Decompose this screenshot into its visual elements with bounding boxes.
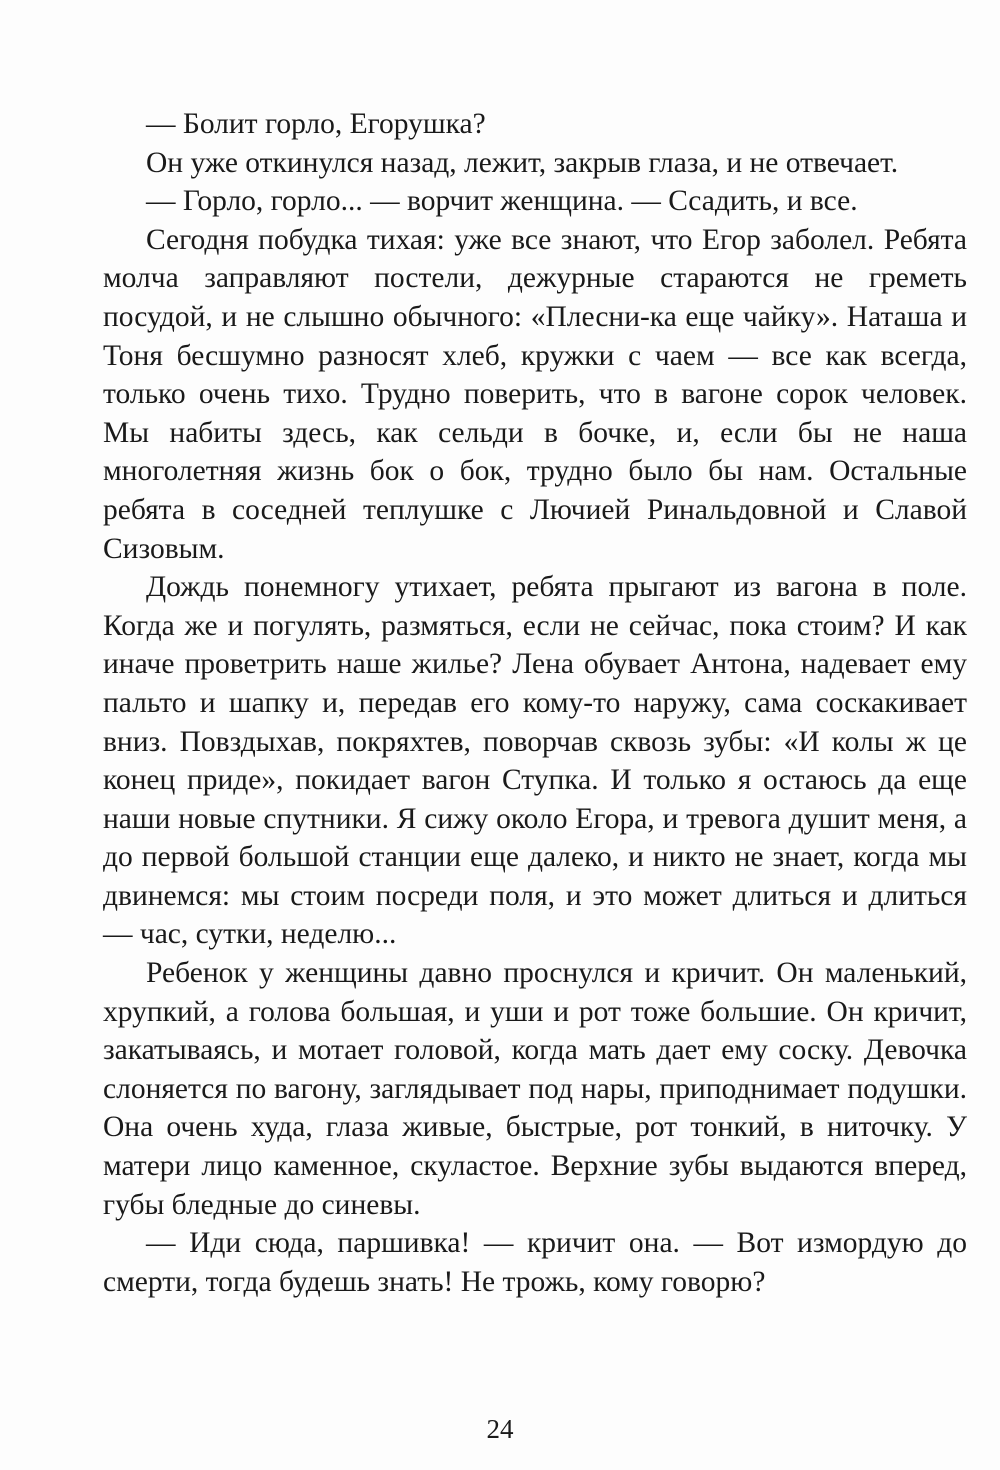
paragraph-2: Он уже откинулся назад, лежит, закрыв глаза, и не отвечает. bbox=[146, 146, 899, 179]
body-text bbox=[103, 105, 967, 1301]
paragraph-6: Ребенок у женщины давно проснулся и кричит. Он маленький, хрупкий, а голова большая, и уши и рот тоже большие. Он кричит, закатываясь, и мотает головой, когда мать дает ему соску. Девочка слоняется по вагону, заглядывает под нары, приподнимает подушки. Она очень худа, глаза живые, быстрые, рот тонкий, в ниточку. У матери лицо каменное, скуластое. Верхние зубы выдаются вперед, губы бледные до синевы. bbox=[103, 957, 967, 1221]
paragraph-7: — Иди сюда, паршивка! — кричит она. — Вот измордую до смерти, тогда будешь знать! Не трожь, кому говорю? bbox=[103, 1227, 967, 1298]
paragraph-1: — Болит горло, Егорушка? bbox=[146, 108, 486, 140]
paragraph-3: — Горло, горло... — ворчит женщина. — Ссадить, и все. bbox=[146, 185, 858, 218]
paragraph-4: Сегодня побудка тихая: уже все знают, что Егор заболел. Ребята молча заправляют постели, дежурные стараются не греметь посудой, и не слышно обычного: «Плесни-ка еще чайку». Наташа и Тоня бесшумно разносят хлеб, кружки с чаем — все как всегда, только очень тихо. Трудно поверить, что в вагоне сорок человек. Мы набиты здесь, как сельди в бочке, и, если бы не наша многолетняя жизнь бок о бок, трудно было бы нам. Остальные ребята в соседней теплушке с Лючией Ринальдовной и Славой Сизовым. bbox=[103, 223, 967, 565]
paragraph-5: Дождь понемногу утихает, ребята прыгают из вагона в поле. Когда же и погулять, размяться, если не сейчас, пока стоим? И как иначе проветрить наше жилье? Лена обувает Антона, надевает ему пальто и шапку и, передав его кому-то наружу, сама соскакивает вниз. Повздыхав, покряхтев, поворчав сквозь зубы: «И колы ж це конец приде», покидает вагон Ступка. И только я остаюсь да еще наши новые спутники. Я сижу около Егора, и тревога душит меня, а до первой большой станции еще далеко, и никто не знает, когда мы двинемся: мы стоим посреди поля, и это может длиться и длиться — час, сутки, неделю... bbox=[103, 571, 967, 951]
page-number: 24 bbox=[486, 1414, 514, 1444]
